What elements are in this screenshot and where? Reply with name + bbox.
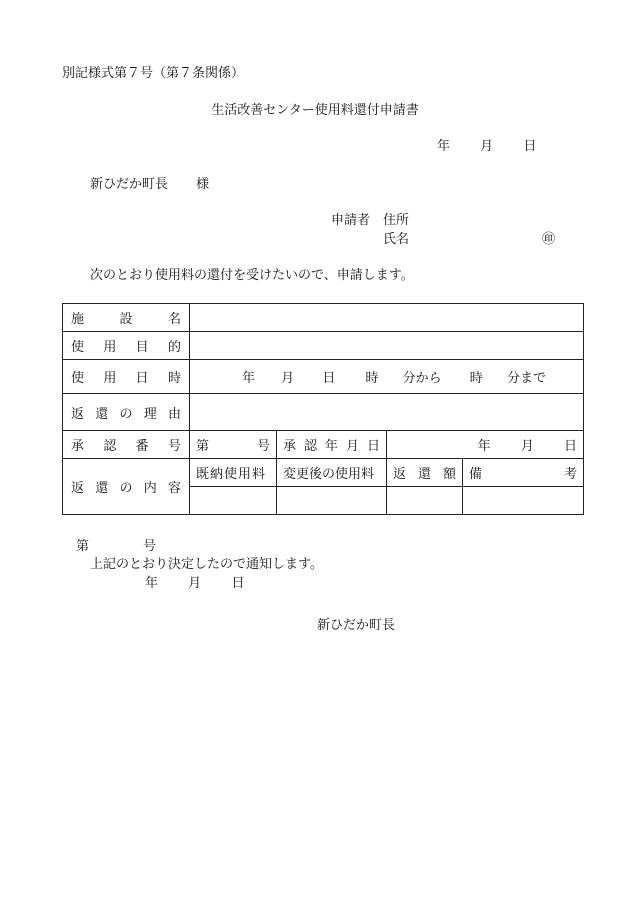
intro-text: 次のとおり使用料の還付を受けたいので、申請します。 [90, 268, 414, 283]
reason-label: 返 還 の 理 由 [63, 394, 190, 431]
row-facility [63, 304, 584, 332]
usedate-label: 使 用 日 時 [63, 360, 190, 394]
reason-input[interactable] [190, 394, 584, 431]
row-refund-head [63, 459, 584, 487]
note-input[interactable] [463, 487, 584, 515]
changed-fee-input[interactable] [277, 487, 387, 515]
form-number: 別記様式第７号（第７条関係） [62, 66, 245, 81]
purpose-input[interactable] [190, 332, 584, 360]
facility-input[interactable] [190, 304, 584, 332]
purpose-label: 使 用 目 的 [63, 332, 190, 360]
approval-date-label: 承 認 年 月 日 [277, 431, 387, 459]
refund-content-label: 返 還 の 内 容 [63, 459, 190, 515]
approval-number-label: 承 認 番 号 [63, 431, 190, 459]
header-date [437, 139, 536, 154]
addressee-name: 新ひだか町長 [90, 177, 169, 192]
usedate-input[interactable]: 年 月 日 時 分から 時 分まで [190, 360, 584, 394]
applicant-name-label: 氏名 [383, 232, 410, 247]
row-reason [63, 394, 584, 431]
notice-number: 第 号 [76, 539, 157, 554]
col-paid-fee: 既納使用料 [190, 459, 277, 487]
application-table [62, 303, 584, 515]
col-refund-amount: 返 還 額 [387, 459, 463, 487]
date-month: 月 [480, 139, 494, 154]
notice-issuer: 新ひだか町長 [317, 618, 396, 633]
date-day: 日 [523, 139, 537, 154]
refund-amount-input[interactable] [387, 487, 463, 515]
approval-number-input[interactable]: 第 号 [190, 431, 277, 459]
applicant-label: 申請者 [331, 213, 371, 228]
addressee [90, 177, 209, 192]
approval-date-input[interactable]: 年 月 日 [387, 431, 584, 459]
date-year: 年 [437, 139, 451, 154]
paid-fee-input[interactable] [190, 487, 277, 515]
notice-date: 年 月 日 [145, 576, 245, 591]
honorific: 様 [196, 177, 210, 192]
facility-label: 施 設 名 [63, 304, 190, 332]
row-usedate [63, 360, 584, 394]
notice-text: 上記のとおり決定したので通知します。 [90, 557, 323, 572]
seal-mark: ㊞ [542, 232, 556, 247]
row-approval [63, 431, 584, 459]
applicant-address-label: 住所 [383, 213, 410, 228]
col-note: 備 考 [463, 459, 584, 487]
row-purpose [63, 332, 584, 360]
document-title: 生活改善センター使用料還付申請書 [211, 103, 419, 118]
col-changed-fee: 変更後の使用料 [277, 459, 387, 487]
